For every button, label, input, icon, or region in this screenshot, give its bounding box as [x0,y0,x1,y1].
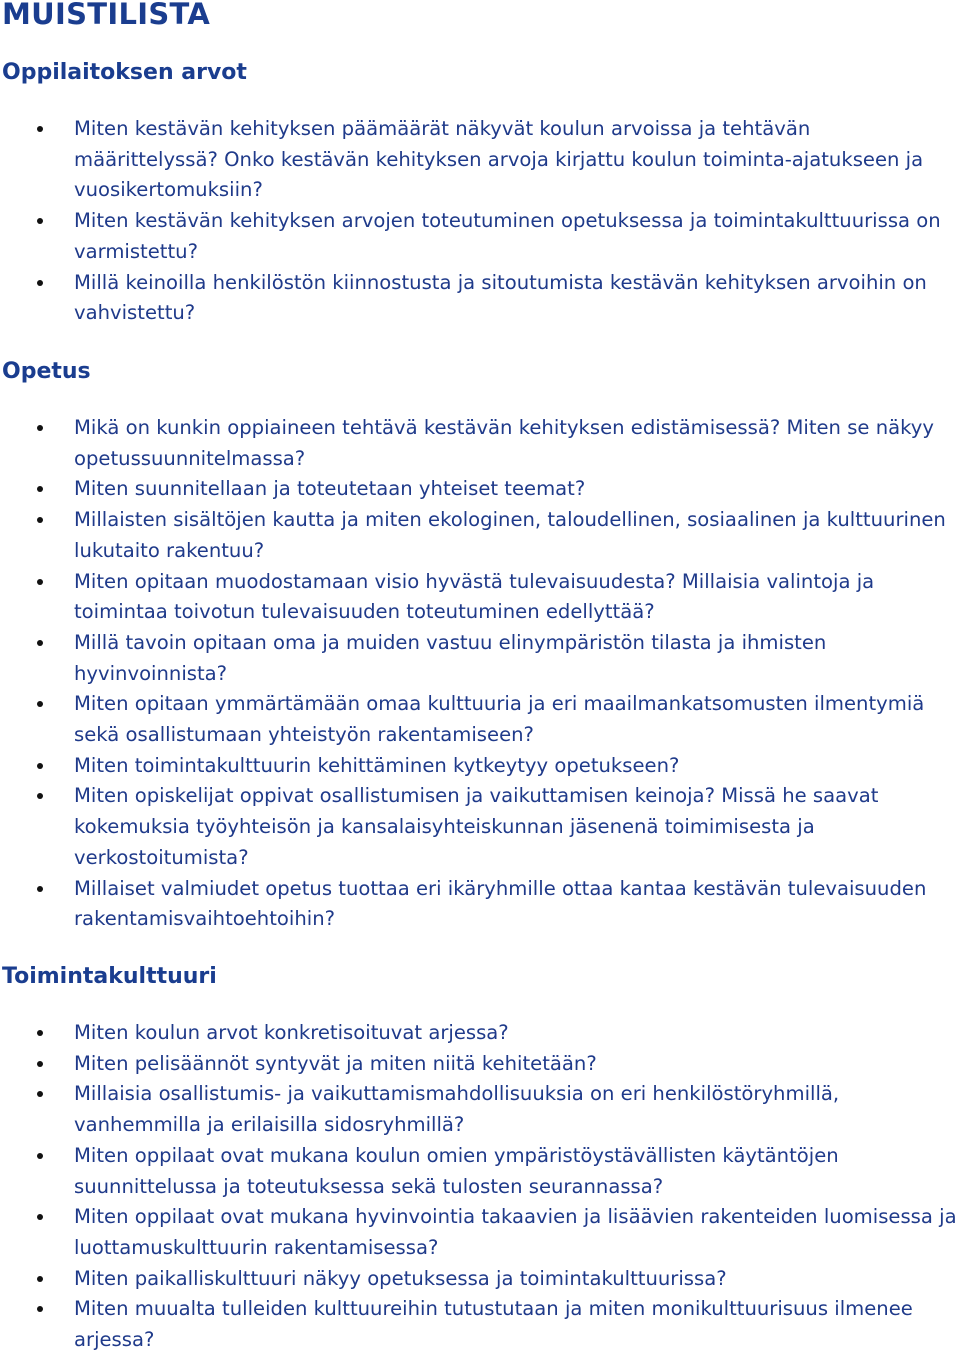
list-item [0,1141,960,1202]
bullet-icon [37,1306,43,1312]
list-item [0,1049,960,1080]
list-item [0,1294,960,1355]
list-item-text: Miten suunnitellaan ja toteutetaan yhteiset teemat? [74,477,586,501]
list-item [0,751,960,782]
bullet-icon [37,1091,43,1097]
list-item [0,567,960,628]
list-item [0,505,960,566]
list-item [0,628,960,689]
bullet-icon [37,579,43,585]
bullet-icon [37,218,43,224]
section-heading-oppilaitoksen-arvot: Oppilaitoksen arvot [2,60,247,85]
list-item-text: Miten koulun arvot konkretisoituvat arjessa? [74,1021,509,1044]
list-item [0,1264,960,1295]
bullet-icon [37,280,43,286]
list-item-text: Millaiset valmiudet opetus tuottaa eri ikäryhmille ottaa kantaa kestävän tulevaisuuden rakentamisvaihtoehtoihin? [74,876,927,931]
list-item [0,474,960,505]
section-heading-toimintakulttuuri: Toimintakulttuuri [2,964,217,989]
bullet-icon [37,126,43,132]
list-item-text: Miten muualta tulleiden kulttuureihin tutustutaan ja miten monikulttuurisuus ilmenee arjessa? [74,1297,913,1352]
list-item-text: Millä tavoin opitaan oma ja muiden vastuu elinympäristön tilasta ja ihmisten hyvinvoinnista? [74,630,827,685]
list-item [0,689,960,750]
list-item-text: Millaisia osallistumis- ja vaikuttamismahdollisuuksia on eri henkilöstöryhmillä, vanhemmilla ja erilaisilla sidosryhmillä? [74,1082,840,1137]
list-item [0,114,960,206]
bullet-icon [37,640,43,646]
bullet-icon [37,763,43,769]
list-item [0,1018,960,1049]
bullet-icon [37,793,43,799]
bullet-list-oppilaitoksen-arvot [0,114,960,329]
list-item [0,874,960,935]
bullet-icon [37,1030,43,1036]
list-item [0,206,960,267]
bullet-icon [37,886,43,892]
list-item-text: Miten oppilaat ovat mukana koulun omien ympäristöystävällisten käytäntöjen suunnittelussa ja toteutuksessa sekä tulosten seurannassa? [74,1143,839,1198]
list-item [0,781,960,873]
bullet-icon [37,425,43,431]
list-item-text: Millaisten sisältöjen kautta ja miten ekologinen, taloudellinen, sosiaalinen ja kulttuurinen lukutaito rakentuu? [74,508,946,562]
bullet-icon [37,701,43,707]
document-title: MUISTILISTA [2,0,211,31]
section-heading-opetus: Opetus [2,359,91,384]
list-item [0,1079,960,1140]
bullet-icon [37,1153,43,1159]
bullet-list-opetus [0,413,960,935]
bullet-list-toimintakulttuuri [0,1018,960,1356]
list-item-text: Miten opiskelijat oppivat osallistumisen ja vaikuttamisen keinoja? Missä he saavat kokemuksia työyhteisön ja kansalaisyhteiskunnan jäsenenä toimimisesta ja verkostoitumista? [74,784,879,869]
bullet-icon [37,517,43,523]
list-item-text: Miten oppilaat ovat mukana hyvinvointia takaavien ja lisäävien rakenteiden luomisessa ja luottamuskulttuurin rakentamisessa? [74,1205,957,1259]
bullet-icon [37,486,43,492]
list-item-text: Miten pelisäännöt syntyvät ja miten niitä kehitetään? [74,1051,597,1075]
bullet-icon [37,1061,43,1067]
list-item-text: Miten kestävän kehityksen päämäärät näkyvät koulun arvoissa ja tehtävän määrittelyssä? Onko kestävän kehityksen arvoja kirjattu koulun toiminta-ajatukseen ja vuosikertomuksiin? [74,117,924,202]
list-item-text: Miten paikalliskulttuuri näkyy opetuksessa ja toimintakulttuurissa? [74,1266,727,1290]
list-item [0,268,960,329]
list-item [0,413,960,474]
list-item-text: Mikä on kunkin oppiaineen tehtävä kestävän kehityksen edistämisessä? Miten se näkyy opetussuunnitelmassa? [74,416,934,470]
list-item-text: Miten opitaan muodostamaan visio hyvästä tulevaisuudesta? Millaisia valintoja ja toimintaa toivotun tulevaisuuden toteutuminen edellyttää? [74,569,875,624]
bullet-icon [37,1276,43,1282]
list-item-text: Miten toimintakulttuurin kehittäminen kytkeytyy opetukseen? [74,753,680,777]
list-item [0,1202,960,1263]
list-item-text: Miten opitaan ymmärtämään omaa kulttuuria ja eri maailmankatsomusten ilmentymiä sekä osallistumaan yhteistyön rakentamiseen? [74,692,925,747]
list-item-text: Miten kestävän kehityksen arvojen toteutuminen opetuksessa ja toimintakulttuurissa on varmistettu? [74,209,941,263]
list-item-text: Millä keinoilla henkilöstön kiinnostusta ja sitoutumista kestävän kehityksen arvoihin on vahvistettu? [74,270,927,325]
bullet-icon [37,1214,43,1220]
